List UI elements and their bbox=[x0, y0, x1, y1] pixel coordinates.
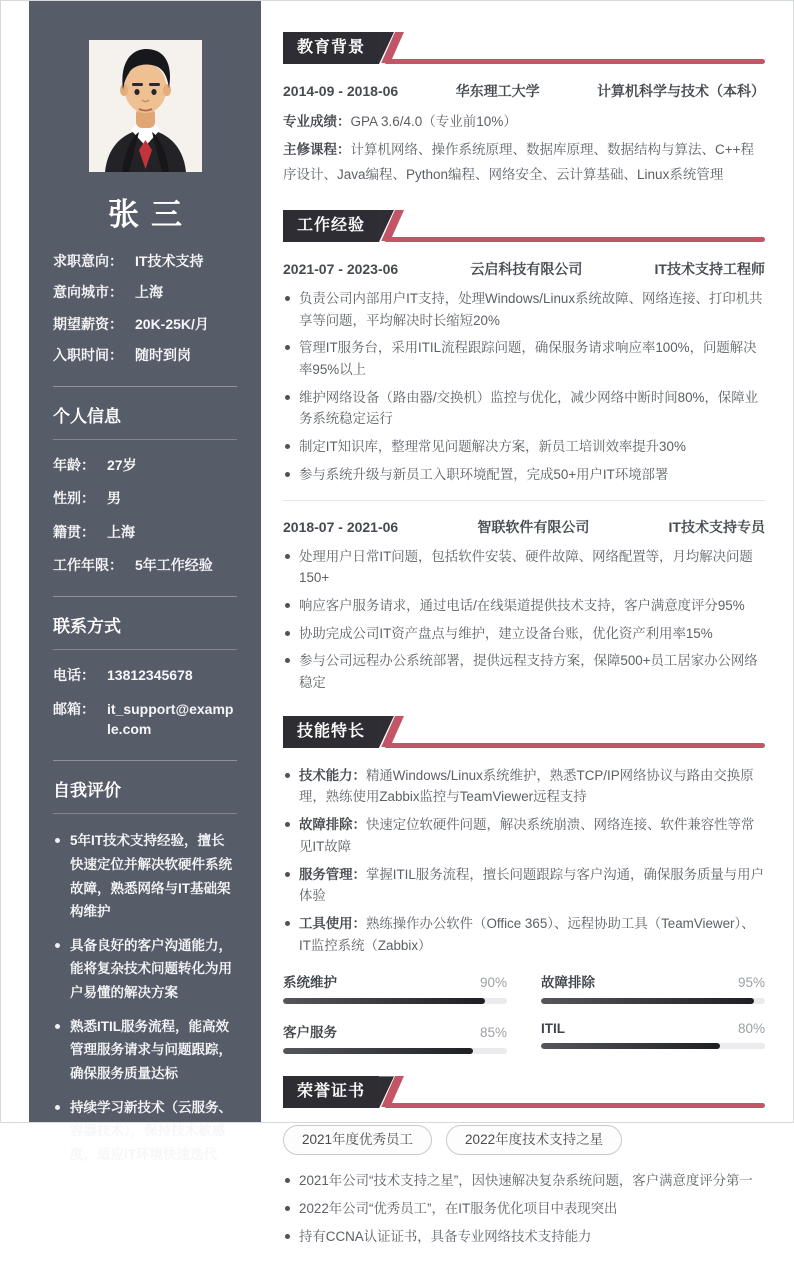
honors-bullet: 2022年公司“优秀员工”，在IT服务优化项目中表现突出 bbox=[283, 1198, 765, 1220]
info-row bbox=[53, 455, 237, 475]
skill-bar bbox=[283, 1021, 507, 1054]
skill-bar-label: ITIL bbox=[541, 1021, 565, 1037]
education-degree: 计算机科学与技术（本科） bbox=[597, 83, 765, 99]
field-value: IT技术支持 bbox=[135, 253, 204, 269]
skill-category-label: 工具使用： bbox=[299, 915, 366, 931]
skill-bar-header bbox=[283, 971, 507, 991]
honors-bullet-list bbox=[283, 1170, 765, 1247]
accent-line bbox=[384, 743, 765, 748]
skill-bar-label: 系统维护 bbox=[283, 975, 337, 991]
sidebar bbox=[29, 1, 261, 1162]
candidate-name: 张三 bbox=[108, 197, 194, 232]
skills-bullet bbox=[283, 913, 765, 956]
field-label: 入职时间： bbox=[53, 346, 123, 363]
skill-bar-fill bbox=[283, 1048, 473, 1054]
field-value: 上海 bbox=[135, 284, 163, 301]
job-intent-fields bbox=[53, 251, 237, 365]
info-label: 工作年限： bbox=[53, 557, 123, 574]
info-row bbox=[53, 555, 237, 575]
job-role: IT技术支持专员 bbox=[668, 518, 765, 535]
skill-category-label: 服务管理： bbox=[299, 866, 366, 882]
job-bullet: 维护网络设备（路由器/交换机）监控与优化，减少网络中断时间80%，保障业务系统稳定运行 bbox=[283, 387, 765, 430]
job-company: 智联软件有限公司 bbox=[477, 518, 590, 535]
skill-category-text: 快速定位软硬件问题，解决系统崩溃、网络连接、软件兼容性等常见IT故障 bbox=[299, 817, 755, 854]
skill-bar-percent: 95% bbox=[737, 975, 765, 991]
info-value: 男 bbox=[107, 490, 121, 507]
skill-category-label: 技术能力： bbox=[299, 767, 366, 783]
skill-bar-track bbox=[283, 998, 507, 1004]
self-eval-item: 持续学习新技术（云服务、容器技术），保持技术敏感度，适应IT环境快速迭代 bbox=[53, 1096, 237, 1167]
accent-line bbox=[384, 237, 765, 242]
skill-bar bbox=[541, 971, 765, 1004]
job-role: IT技术支持工程师 bbox=[654, 260, 765, 277]
info-row bbox=[53, 522, 237, 542]
job-period: 2021-07 - 2023-06 bbox=[283, 260, 399, 277]
job-divider bbox=[283, 500, 765, 501]
field-label: 期望薪资： bbox=[53, 315, 123, 332]
info-label: 籍贯： bbox=[53, 523, 95, 540]
field-value: 随时到岗 bbox=[135, 346, 191, 363]
field-label: 意向城市： bbox=[53, 284, 123, 301]
job-bullet: 管理IT服务台，采用ITIL流程跟踪问题，确保服务请求响应率100%，问题解决率95%以上 bbox=[283, 337, 765, 380]
education-period: 2014-09 - 2018-06 bbox=[283, 83, 399, 99]
honors-bullet: 2021年公司“技术支持之星”，因快速解决复杂系统问题，客户满意度评分第一 bbox=[283, 1170, 765, 1192]
section-badge: 教育背景 bbox=[283, 32, 379, 64]
skill-bar bbox=[283, 971, 507, 1004]
skill-bar-percent: 80% bbox=[737, 1021, 765, 1037]
sidebar-divider bbox=[53, 386, 237, 387]
contact-title: 联系方式 bbox=[53, 617, 121, 637]
skills-bullet bbox=[283, 814, 765, 857]
skill-bar-header bbox=[541, 971, 765, 991]
personal-info-rows bbox=[53, 455, 237, 575]
section-badge: 工作经验 bbox=[283, 210, 379, 242]
section-header bbox=[283, 1076, 765, 1108]
education-detail-row bbox=[283, 110, 765, 135]
skills-bullet-list bbox=[283, 765, 765, 957]
info-value: 5年工作经验 bbox=[135, 557, 213, 574]
education-school: 华东理工大学 bbox=[455, 83, 540, 99]
contact-rows bbox=[53, 665, 237, 739]
info-label: 年龄： bbox=[53, 457, 95, 474]
job-entry bbox=[283, 517, 765, 694]
contact-value: it_support@example.com bbox=[107, 700, 234, 737]
skill-category-label: 故障排除： bbox=[299, 817, 366, 833]
skills-bullet bbox=[283, 864, 765, 907]
honor-badges bbox=[283, 1125, 765, 1155]
skill-bar-label: 客户服务 bbox=[283, 1025, 337, 1041]
experience-section bbox=[283, 210, 765, 694]
profile-field-row bbox=[53, 345, 237, 365]
skill-bars bbox=[283, 971, 765, 1054]
field-value: 20K-25K/月 bbox=[135, 315, 209, 332]
education-meta bbox=[283, 81, 765, 101]
skills-section bbox=[283, 716, 765, 1055]
honors-bullet: 持有CCNA认证证书，具备专业网络技术支持能力 bbox=[283, 1226, 765, 1248]
skill-bar-fill bbox=[541, 1043, 720, 1049]
contact-label: 邮箱： bbox=[53, 700, 95, 717]
contact-value: 13812345678 bbox=[107, 667, 193, 684]
contact-row bbox=[53, 699, 237, 740]
skill-bar-fill bbox=[541, 998, 754, 1004]
self-eval-list bbox=[53, 829, 237, 1166]
honors-section bbox=[283, 1076, 765, 1247]
accent-line bbox=[384, 1103, 765, 1108]
sidebar-divider bbox=[53, 760, 237, 761]
job-period: 2018-07 - 2021-06 bbox=[283, 518, 399, 535]
info-value: 27岁 bbox=[107, 457, 137, 474]
info-row bbox=[53, 488, 237, 508]
skill-bar-header bbox=[541, 1021, 765, 1036]
profile-field-row bbox=[53, 314, 237, 334]
detail-label: 专业成绩： bbox=[283, 114, 351, 129]
section-header bbox=[283, 716, 765, 748]
avatar-illustration bbox=[89, 40, 202, 172]
profile-field-row bbox=[53, 282, 237, 302]
education-details bbox=[283, 110, 765, 188]
personal-info-title: 个人信息 bbox=[53, 407, 121, 427]
skill-category-text: 掌握ITIL服务流程，擅长问题跟踪与客户沟通，确保服务质量与用户体验 bbox=[299, 866, 764, 904]
sidebar-title-underline bbox=[53, 649, 237, 650]
skills-bullet bbox=[283, 765, 765, 808]
skill-bar-label: 故障排除 bbox=[541, 975, 595, 991]
skill-bar-track bbox=[283, 1048, 507, 1054]
skill-bar-percent: 90% bbox=[479, 975, 507, 991]
job-bullet: 响应客户服务请求，通过电话/在线渠道提供技术支持，客户满意度评分95% bbox=[283, 595, 765, 617]
job-bullet: 参与系统升级与新员工入职环境配置，完成50+用户IT环境部署 bbox=[283, 464, 765, 486]
skill-bar-header bbox=[283, 1021, 507, 1041]
job-bullet: 制定IT知识库，整理常见问题解决方案，新员工培训效率提升30% bbox=[283, 436, 765, 458]
profile-photo bbox=[89, 40, 202, 172]
detail-text: GPA 3.6/4.0（专业前10%） bbox=[350, 114, 517, 129]
job-bullet: 处理用户日常IT问题，包括软件安装、硬件故障、网络配置等，月均解决问题150+ bbox=[283, 546, 765, 589]
job-bullet: 参与公司远程办公系统部署，提供远程支持方案，保障500+员工居家办公网络稳定 bbox=[283, 650, 765, 693]
field-label: 求职意向： bbox=[53, 253, 123, 269]
skill-bar-track bbox=[541, 998, 765, 1004]
sidebar-divider bbox=[53, 596, 237, 597]
skill-bar-track bbox=[541, 1043, 765, 1049]
main-content bbox=[261, 1, 765, 1269]
skill-category-text: 熟练操作办公软件（Office 365）、远程协助工具（TeamViewer）、IT监控系统（Zabbix） bbox=[299, 915, 755, 953]
self-eval-title: 自我评价 bbox=[53, 781, 121, 801]
job-bullet-list bbox=[283, 546, 765, 694]
job-meta bbox=[283, 517, 765, 537]
job-bullet-list bbox=[283, 288, 765, 486]
section-badge: 技能特长 bbox=[283, 716, 379, 748]
profile-field-row bbox=[53, 251, 237, 271]
job-entry bbox=[283, 259, 765, 486]
honor-badge-pill: 2022年度技术支持之星 bbox=[446, 1125, 622, 1155]
skill-bar bbox=[541, 1021, 765, 1054]
detail-label: 主修课程： bbox=[283, 141, 351, 157]
detail-text: 计算机网络、操作系统原理、数据库原理、数据结构与算法、C++程序设计、Java编程、Python编程、网络安全、云计算基础、Linux系统管理 bbox=[283, 141, 755, 182]
section-badge: 荣誉证书 bbox=[283, 1076, 379, 1108]
accent-line bbox=[384, 59, 765, 64]
self-eval-item: 5年IT技术支持经验，擅长快速定位并解决软硬件系统故障，熟悉网络与IT基础架构维护 bbox=[53, 829, 237, 924]
job-meta bbox=[283, 259, 765, 279]
sidebar-title-underline bbox=[53, 813, 237, 814]
job-bullet: 负责公司内部用户IT支持，处理Windows/Linux系统故障、网络连接、打印机共享等问题，平均解决时长缩短20% bbox=[283, 288, 765, 331]
honor-badge-pill: 2021年度优秀员工 bbox=[283, 1125, 432, 1155]
sidebar-title-underline bbox=[53, 439, 237, 440]
info-label: 性别： bbox=[53, 490, 95, 507]
section-header bbox=[283, 210, 765, 242]
contact-label: 电话： bbox=[53, 667, 95, 684]
contact-row bbox=[53, 665, 237, 685]
info-value: 上海 bbox=[107, 523, 135, 540]
skill-category-text: 精通Windows/Linux系统维护，熟悉TCP/IP网络协议与路由交换原理，熟练使用Zabbix监控与TeamViewer远程支持 bbox=[299, 767, 754, 805]
self-eval-item: 具备良好的客户沟通能力，能将复杂技术问题转化为用户易懂的解决方案 bbox=[53, 934, 237, 1005]
skill-bar-percent: 85% bbox=[479, 1025, 507, 1041]
education-section bbox=[283, 32, 765, 188]
self-eval-item: 熟悉ITIL服务流程，能高效管理服务请求与问题跟踪，确保服务质量达标 bbox=[53, 1015, 237, 1086]
skill-bar-fill bbox=[283, 998, 485, 1004]
job-bullet: 协助完成公司IT资产盘点与维护，建立设备台账，优化资产利用率15% bbox=[283, 623, 765, 645]
job-company: 云启科技有限公司 bbox=[470, 260, 583, 277]
education-detail-row bbox=[283, 138, 765, 188]
section-header bbox=[283, 32, 765, 64]
